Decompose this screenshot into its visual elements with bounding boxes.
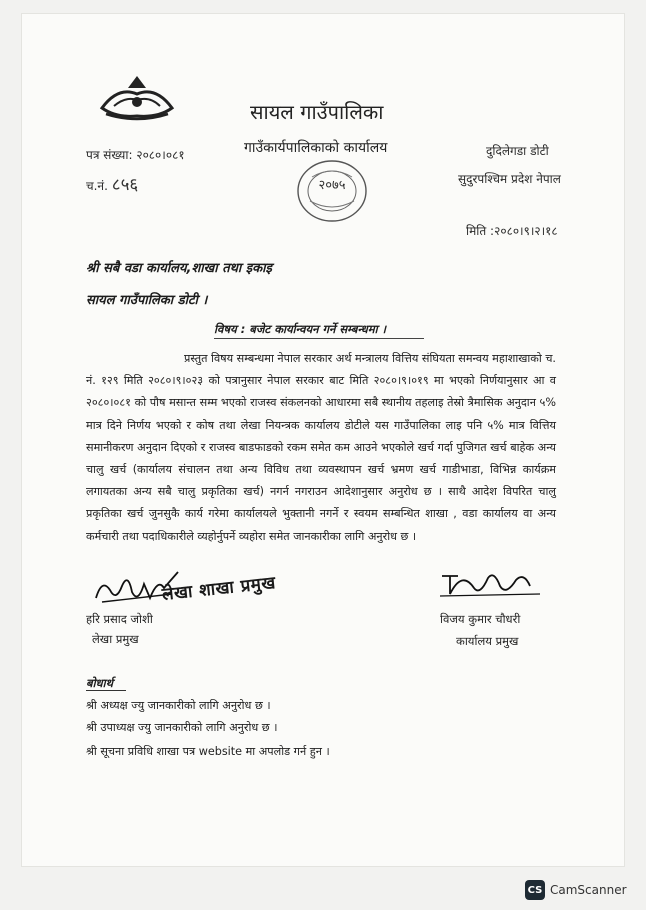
cc-item: श्री उपाध्यक्ष ज्यु जानकारीको लागि अनुरोध छ । xyxy=(86,721,278,734)
cc-item: श्री अध्यक्ष ज्यु जानकारीको लागि अनुरोध छ । xyxy=(86,699,271,712)
letter-number-value: २०८०।०८१ xyxy=(136,148,185,162)
dispatch-label: च.नं. xyxy=(86,179,108,193)
office-seal-icon xyxy=(292,155,372,227)
nepal-emblem-icon xyxy=(98,72,176,122)
dispatch-number xyxy=(86,172,138,195)
left-signatory-title: लेखा प्रमुख xyxy=(92,632,139,646)
office-province: सुदुरपश्चिम प्रदेश नेपाल xyxy=(458,172,561,186)
right-signatory-title: कार्यालय प्रमुख xyxy=(456,634,519,648)
recipient-line-2: सायल गाउँपालिका डोटी । xyxy=(86,293,208,308)
office-name: सायल गाउँपालिका xyxy=(250,100,384,124)
dispatch-value: ८५६ xyxy=(111,175,139,195)
office-subtitle: गाउँकार्यपालिकाको कार्यालय xyxy=(244,140,388,156)
cc-item: श्री सूचना प्रविधि शाखा पत्र website मा अपलोड गर्न हुन । xyxy=(86,745,330,758)
seal-year: २०७५ xyxy=(318,178,346,193)
subject-underline xyxy=(214,338,424,339)
letter-number xyxy=(86,146,185,163)
camscanner-logo-icon: CS xyxy=(525,880,545,900)
cc-underline xyxy=(86,690,126,691)
letter-date xyxy=(466,222,558,239)
letter-number-label: पत्र संख्या: xyxy=(86,148,133,162)
camscanner-watermark xyxy=(525,880,627,900)
letter-body: प्रस्तुत विषय सम्बन्धमा नेपाल सरकार अर्थ मन्त्रालय वित्तिय संघियता समन्वय महाशाखाको च. नं. १२९ मिति २०८०।९।०२३ को पत्रानुसार नेपाल सरकार बाट मिति २०८०।९।०१९ मा भएको निर्णयानुसार आ व २०८०।०८१ को पौष मसान्त सम्म भएको राजस्व संकलनको आधारमा सबै स्थानीय तहलाइ तेस्रो त्रैमासिक अनुदान ५% मात्र दिने निर्णय भएको र कोष तथा लेखा नियन्त्रक कार्यालय डोटीले यस गाउँपालिका लाइ पनि ५% मात्र वित्तिय समानीकरण अनुदान दिएको र राजस्व बाडफाडको रकम समेत कम आउने भएकोले खर्च गर्दा पुजिगत खर्च बाहेक अन्य चालु खर्च (कार्यालय संचालन तथा अन्य विविध तथा व्यवस्थापन खर्च भ्रमण खर्च गाडीभाडा, विभिन्न कार्यक्रम लगायतका अन्य सबै चालु प्रकृतिका खर्च) नगर्न नगराउन आदेशानुसार अनुरोध छ । साथै आदेश विपरित चालु प्रकृतिका खर्च जुनसुकै कार्य गरेमा कार्यालयले भुक्तानी नगर्ने र स्वयम सम्बन्धित शाखा , वडा कार्यालय वा अन्य कर्मचारी तथा पदाधिकारीले व्यहोर्नुपर्ने व्यहोरा समेत जानकारीका लागि अनुरोध छ । xyxy=(86,352,556,543)
recipient-line-1: श्री सबै वडा कार्यालय,शाखा तथा इकाइ xyxy=(86,261,272,276)
camscanner-label: CamScanner xyxy=(550,883,627,897)
left-signatory-name: हरि प्रसाद जोशी xyxy=(86,612,153,626)
letter-subject: विषय : बजेट कार्यान्वयन गर्ने सम्बन्धमा । xyxy=(214,322,386,336)
date-label: मिति : xyxy=(466,224,495,238)
date-value: २०८०।९।२।१८ xyxy=(494,224,558,238)
cc-title: बोधार्थ xyxy=(86,676,113,690)
department-stamp: लेखा शाखा प्रमुख xyxy=(161,573,277,605)
right-signatory-name: विजय कुमार चौधरी xyxy=(440,612,521,626)
office-location: दुदिलेगडा डोटी xyxy=(486,144,549,158)
right-signature-icon xyxy=(436,566,546,602)
